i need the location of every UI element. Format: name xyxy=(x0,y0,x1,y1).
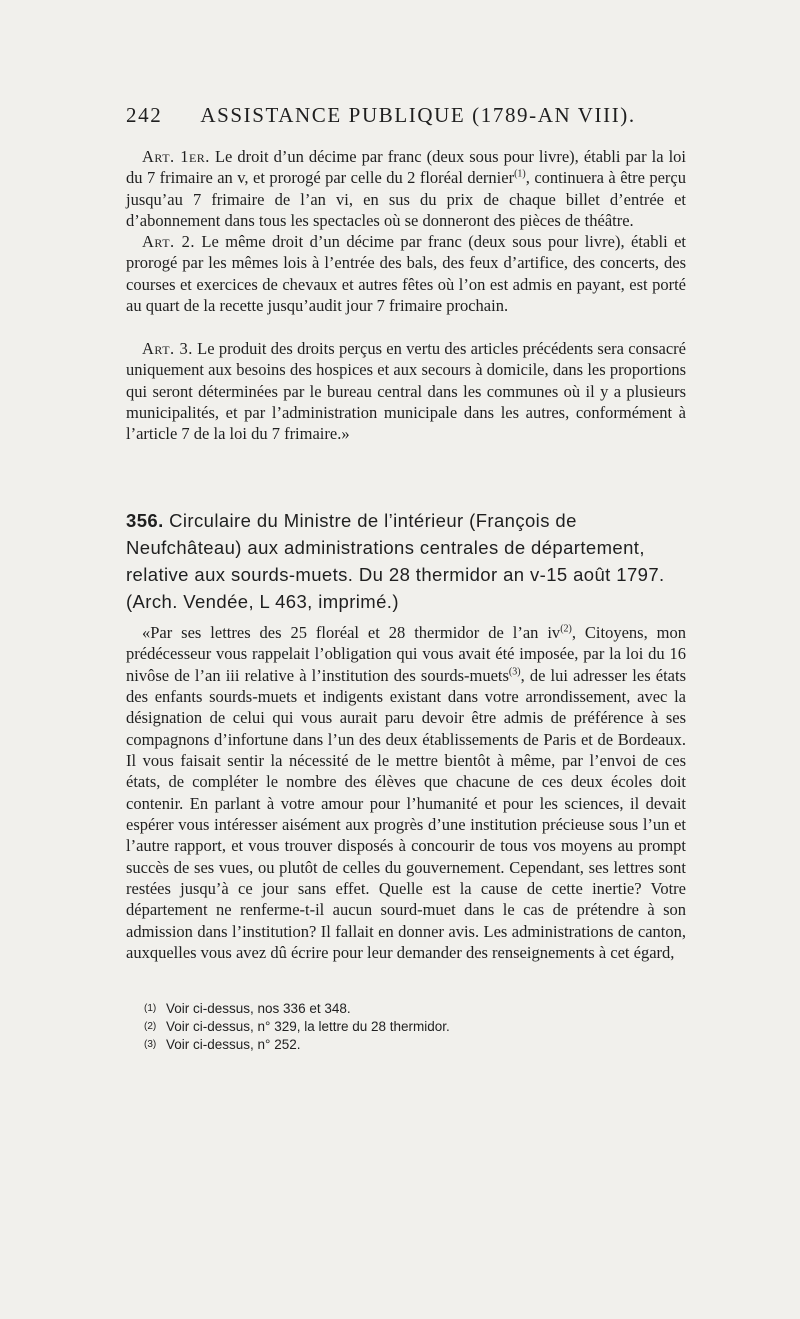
footnotes xyxy=(126,1000,686,1054)
article-text-cont: , continuera à être perçu jusqu’au 7 frimaire de l’an vi, en sus du prix de chaque billet d’entrée et d’abonnement dans tous les spectacles où se donneront des pièces de théâtre. xyxy=(126,168,687,230)
footnote xyxy=(126,1036,686,1054)
footnote-ref: (3) xyxy=(508,666,521,678)
article-text: Le même droit d’un décime par franc (deux sous pour livre), établi et prorogé par les mêmes lois à l’entrée des bals, des feux d’artifice, des concerts, des courses et exercices de chevaux et autres fêtes où l’on est admis en payant, est porté au quart de la recette jusqu’audit jour 7 frimaire prochain. xyxy=(126,232,687,315)
body-text: , de lui adresser les états des enfants sourds-muets et indigents existant dans votre arrondissement, avec la désignation de celui qui vous aurait paru devoir être admis de préférence à ses compagnons d’infortune dans l’un des deux établissements de Paris et de Bordeaux. Il vous faisait sentir la nécessité de le mettre bientôt à même, par l’envoi de ces états, de compléter le nombre des élèves que chacune de ces deux écoles doit contenir. En parlant à votre amour pour l’humanité et pour les sciences, il devait espérer vous intéresser aisément aux progrès d’une institution précieuse sous l’un et l’autre rapport, et vous trouver disposés à concourir de tous vos moyens au prompt succès de ses vues, ou plutôt de celles du gouvernement. Cependant, ses lettres sont restées jusqu’à ce jour sans effet. Quelle est la cause de cette inertie? Votre département ne renferme-t-il aucun sourd-muet dans le cas de prétendre à son admission dans l’institution? Il fallait en donner avis. Les administrations de canton, auxquelles vous avez dû écrire pour leur demander des renseignements à cet égard, xyxy=(126,665,687,963)
article-1 xyxy=(126,146,686,231)
footnote-ref: (1) xyxy=(514,168,526,180)
footnote-ref: (2) xyxy=(560,623,572,635)
circular-body xyxy=(126,622,686,964)
footnote-text: Voir ci-dessus, n° 329, la lettre du 28 thermidor. xyxy=(166,1019,450,1034)
article-2 xyxy=(126,231,686,316)
article-label: Art. 3. xyxy=(142,339,193,358)
section-heading xyxy=(126,507,686,615)
article-label: Art. 2. xyxy=(142,232,195,251)
body-text: , Citoyens, mon prédécesseur vous rappelait l’obligation qui vous avait été imposée, par la loi du 16 nivôse de l’an iii relative à l’institution des sourds-muets xyxy=(126,623,686,685)
section-number: 356. xyxy=(126,510,164,531)
footnote-text: Voir ci-dessus, n° 252. xyxy=(166,1037,301,1052)
section-title: Circulaire du Ministre de l’intérieur (François de Neufchâteau) aux administrations centrales de département, relative aux sourds-muets. Du 28 thermidor an v-15 août 1797. (Arch. Vendée, L 463, imprimé.) xyxy=(126,510,665,612)
body-text: «Par ses lettres des 25 floréal et 28 thermidor de l’an iv xyxy=(142,623,561,642)
footnote xyxy=(126,1000,686,1018)
page-number: 242 xyxy=(126,103,163,127)
footnote-mark: (2) xyxy=(144,1021,157,1032)
article-text: Le produit des droits perçus en vertu des articles précédents sera consacré uniquement aux besoins des hospices et aux secours à domicile, dans les proportions qui seront déterminées par le bureau central dans les communes où il y a plusieurs municipalités, et par l’administration municipale dans les autres, conformément à l’article 7 de la loi du 7 frimaire.» xyxy=(126,339,686,444)
article-3 xyxy=(126,338,686,444)
footnote xyxy=(126,1018,686,1036)
running-title: ASSISTANCE PUBLIQUE (1789-AN VIII). xyxy=(200,103,636,127)
footnote-text: Voir ci-dessus, nos 336 et 348. xyxy=(166,1001,351,1016)
footnote-mark: (1) xyxy=(144,1003,157,1014)
footnote-mark: (3) xyxy=(144,1039,157,1050)
article-label: Art. 1er. xyxy=(142,147,210,166)
running-header xyxy=(126,103,686,128)
article-text: Le droit d’un décime par franc (deux sous pour livre), établi par la loi du 7 frimaire an v, et prorogé par celle du 2 floréal dernier xyxy=(126,147,686,188)
